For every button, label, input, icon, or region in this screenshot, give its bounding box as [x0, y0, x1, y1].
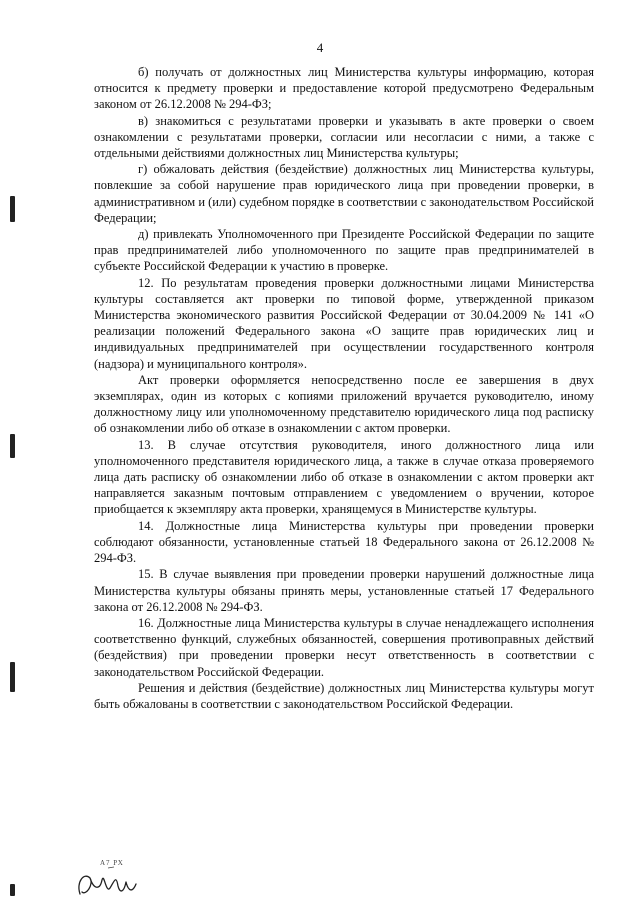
binding-mark	[10, 196, 15, 222]
paragraph-16: 16. Должностные лица Министерства культуры в случае ненадлежащего исполнения соответственно функций, служебных обязанностей, совершения противоправных действий (бездействия) при проведении проверки несут ответственность в соответствии с законодательством Российской Федерации.	[94, 615, 594, 679]
binding-mark	[10, 662, 15, 692]
signature-icon	[74, 864, 144, 904]
footer-code: А7 РХ	[100, 859, 124, 867]
binding-mark	[10, 884, 15, 896]
paragraph-b: б) получать от должностных лиц Министерства культуры информацию, которая относится к предмету проверки и предоставление которой предусмотрено Федеральным законом от 26.12.2008 № 294-ФЗ;	[94, 65, 594, 112]
paragraph-act: Акт проверки оформляется непосредственно после ее завершения в двух экземплярах, один из которых с копиями приложений вручается руководителю, иному должностному лицу или уполномоченному представителю юридического лица под расписку об ознакомлении либо об отказе в ознакомлении с актом проверки.	[94, 372, 594, 436]
paragraph-13: 13. В случае отсутствия руководителя, иного должностного лица или уполномоченного представителя юридического лица, а также в случае отказа проверяемого лица дать расписку об ознакомлении либо об отказе в ознакомлении с актом проверки акт направляется заказным почтовым отправлением с уведомлением о вручении, которое приобщается к экземпляру акта проверки, хранящемуся в Министерстве культуры.	[94, 437, 594, 517]
paragraph-15: 15. В случае выявления при проведении проверки нарушений должностные лица Министерства культуры обязаны принять меры, установленные статьей 17 Федерального закона от 26.12.2008 № 294-ФЗ.	[94, 567, 594, 614]
document-body	[94, 64, 594, 712]
paragraph-12: 12. По результатам проведения проверки должностными лицами Министерства культуры составляется акт проверки по типовой форме, утвержденной приказом Министерства экономического развития Российской Федерации от 30.04.2009 № 141 «О реализации положений Федерального закона «О защите прав юридических лиц и индивидуальных предпринимателей при осуществлении государственного контроля (надзора) и муниципального контроля».	[94, 275, 594, 371]
binding-mark	[10, 434, 15, 458]
page-number: 4	[316, 40, 324, 55]
paragraph-d: д) привлекать Уполномоченного при Президенте Российской Федерации по защите прав предпринимателей либо уполномоченного по защите прав предпринимателей в субъекте Российской Федерации к участию в проверке.	[94, 227, 594, 274]
paragraph-14: 14. Должностные лица Министерства культуры при проведении проверки соблюдают обязанности, установленные статьей 18 Федерального закона от 26.12.2008 № 294-ФЗ.	[94, 518, 594, 566]
paragraph-v: в) знакомиться с результатами проверки и указывать в акте проверки о своем ознакомлении с результатами проверки, согласии или несогласии с ними, а также с отдельными действиями должностных лиц Министерства культуры;	[94, 113, 594, 161]
paragraph-g: г) обжаловать действия (бездействие) должностных лиц Министерства культуры, повлекшие за собой нарушение прав юридического лица при проведении проверки, в административном и (или) судебном порядке в соответствии с законодательством Российской Федерации;	[94, 162, 594, 225]
paragraph-decisions: Решения и действия (бездействие) должностных лиц Министерства культуры могут быть обжалованы в соответствии с законодательством Российской Федерации.	[94, 680, 594, 711]
